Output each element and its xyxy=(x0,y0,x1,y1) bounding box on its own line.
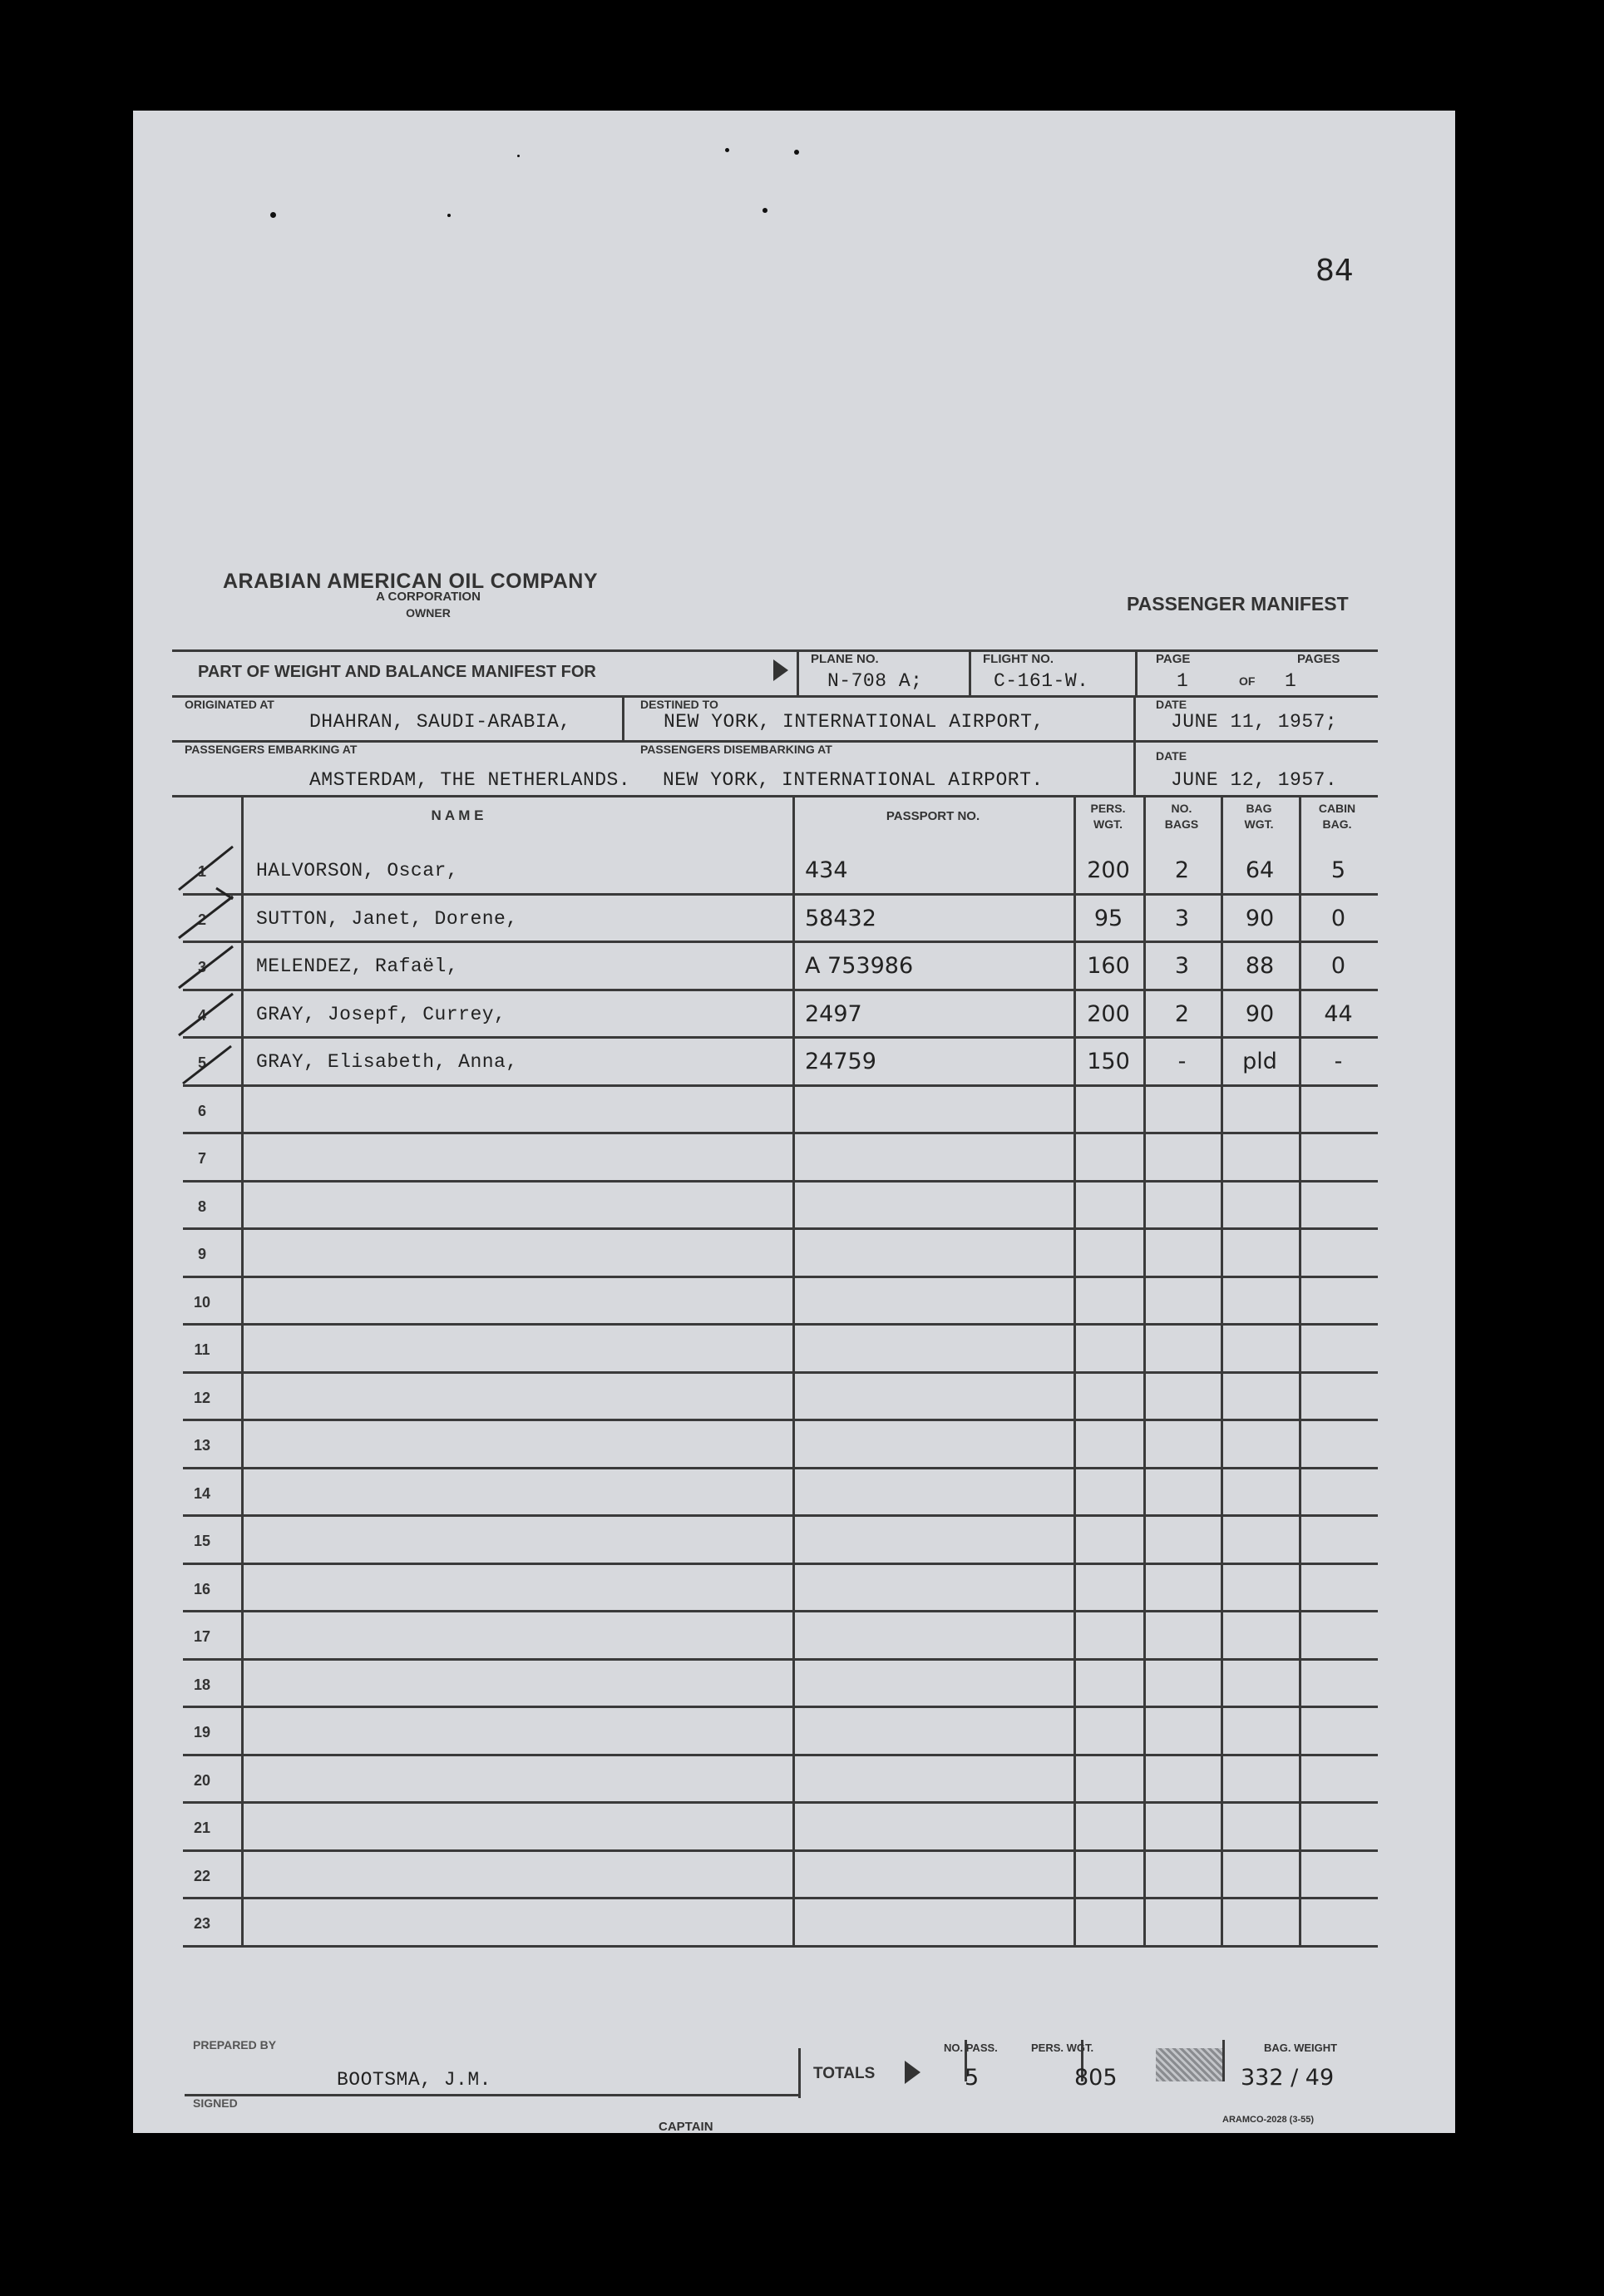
manifest-sheet xyxy=(133,111,1455,2133)
passenger-name: MELENDEZ, Rafaël, xyxy=(256,955,459,977)
arrow-right-icon xyxy=(905,2061,920,2084)
row-number: 17 xyxy=(193,1628,211,1645)
col-pers-header-1: PERS. xyxy=(1090,802,1126,815)
col-bags-header-2: BAGS xyxy=(1164,817,1199,831)
row-number: 23 xyxy=(193,1915,211,1932)
table-row xyxy=(133,1227,1455,1276)
row-number: 14 xyxy=(193,1484,211,1502)
row-number: 13 xyxy=(193,1437,211,1454)
table-row xyxy=(133,1467,1455,1515)
passport-no: 434 xyxy=(805,857,848,883)
form-code: ARAMCO-2028 (3-55) xyxy=(1222,2115,1315,2125)
passenger-name: GRAY, Josepf, Currey, xyxy=(256,1003,506,1025)
cabin-bag: 44 xyxy=(1324,1000,1353,1027)
row-number: 16 xyxy=(193,1580,211,1597)
table-row xyxy=(133,1801,1455,1849)
row-number: 6 xyxy=(197,1102,206,1119)
table-row xyxy=(133,1849,1455,1898)
passport-no: 24759 xyxy=(805,1049,876,1074)
cabin-bag: 5 xyxy=(1330,857,1346,883)
captain-label: CAPTAIN xyxy=(659,2120,713,2134)
col-pers-header-2: WGT. xyxy=(1093,817,1123,831)
plane-no-label: PLANE NO. xyxy=(811,652,879,666)
bag-weight-value: 332 / 49 xyxy=(1241,2065,1335,2091)
row-number: 1 xyxy=(197,863,206,880)
row-number: 19 xyxy=(193,1724,211,1741)
table-row xyxy=(133,1419,1455,1467)
bag-weight-label: BAG. WEIGHT xyxy=(1264,2042,1338,2054)
date-label-2: DATE xyxy=(1156,749,1187,763)
row-rule xyxy=(183,1945,1378,1948)
date-2-value: JUNE 12, 1957. xyxy=(1171,769,1338,791)
check-marks xyxy=(133,111,466,1108)
passport-no: 2497 xyxy=(805,1000,862,1027)
table-row xyxy=(133,1132,1455,1180)
table-row xyxy=(133,1754,1455,1802)
no-bags: - xyxy=(1177,1049,1187,1074)
bag-weight: 88 xyxy=(1245,953,1275,979)
cabin-bag: 0 xyxy=(1330,953,1346,979)
row-number: 18 xyxy=(193,1676,211,1693)
table-row xyxy=(133,1180,1455,1228)
col-bagwgt-header-1: BAG xyxy=(1246,802,1272,815)
company-sub1: A CORPORATION xyxy=(376,590,481,604)
row-number: 9 xyxy=(197,1246,206,1262)
bag-weight: 90 xyxy=(1245,1000,1275,1027)
col-cabin-header-1: CABIN xyxy=(1318,802,1356,815)
passenger-name: GRAY, Elisabeth, Anna, xyxy=(256,1051,518,1073)
passport-no: A 753986 xyxy=(805,953,914,979)
check-mark xyxy=(179,994,233,1035)
row-number: 20 xyxy=(193,1771,211,1789)
pages-value: 1 xyxy=(1285,670,1297,692)
pers-weight: 200 xyxy=(1087,857,1130,883)
prepared-value: BOOTSMA, J.M. xyxy=(337,2069,491,2091)
disembarking-value: NEW YORK, INTERNATIONAL AIRPORT. xyxy=(663,769,1044,791)
table-row xyxy=(133,1610,1455,1658)
row-number: 10 xyxy=(193,1293,211,1311)
no-bags: 3 xyxy=(1174,905,1190,931)
col-bagwgt-header-2: WGT. xyxy=(1244,817,1274,831)
no-bags: 2 xyxy=(1174,857,1190,883)
embarking-value: AMSTERDAM, THE NETHERLANDS. xyxy=(309,769,631,791)
page-number: 84 xyxy=(1315,254,1354,288)
signed-label: SIGNED xyxy=(193,2096,238,2110)
table-row xyxy=(133,1323,1455,1371)
plane-no-value: N-708 A; xyxy=(827,670,923,692)
col-passport-header: PASSPORT NO. xyxy=(886,809,980,823)
bag-weight: 64 xyxy=(1245,857,1275,883)
row-number: 2 xyxy=(197,911,206,928)
pers-weight: 150 xyxy=(1087,1049,1130,1074)
row-number: 3 xyxy=(197,959,206,975)
passport-no: 58432 xyxy=(805,905,876,931)
check-mark xyxy=(179,946,233,988)
totals-label: TOTALS xyxy=(813,2065,876,2082)
pers-weight: 95 xyxy=(1093,905,1123,931)
part-of-label: PART OF WEIGHT AND BALANCE MANIFEST FOR xyxy=(198,663,596,681)
row-number: 11 xyxy=(194,1341,210,1358)
company-sub2: OWNER xyxy=(406,606,451,620)
flight-no-label: FLIGHT NO. xyxy=(983,652,1054,666)
destined-value: NEW YORK, INTERNATIONAL AIRPORT, xyxy=(664,711,1044,733)
table-row xyxy=(133,1563,1455,1611)
passenger-name: HALVORSON, Oscar, xyxy=(256,860,459,881)
date-1-value: JUNE 11, 1957; xyxy=(1171,711,1338,733)
table-row xyxy=(133,1371,1455,1420)
row-number: 4 xyxy=(197,1006,206,1024)
row-number: 5 xyxy=(197,1054,206,1071)
cabin-bag: 0 xyxy=(1330,905,1346,931)
originated-label: ORIGINATED AT xyxy=(185,698,274,711)
stamp-box xyxy=(1156,2048,1222,2081)
col-cabin-header-2: BAG. xyxy=(1322,817,1352,831)
flight-no-value: C-161-W. xyxy=(994,670,1089,692)
no-pass-label: NO. PASS. xyxy=(944,2042,998,2054)
table-row xyxy=(133,1658,1455,1706)
col-bags-header-1: NO. xyxy=(1171,802,1192,815)
bag-weight: 90 xyxy=(1245,905,1275,931)
rule xyxy=(185,2094,800,2096)
rule xyxy=(798,2048,801,2098)
check-mark xyxy=(179,896,233,938)
col-name-header: N A M E xyxy=(431,807,484,823)
cabin-bag: - xyxy=(1334,1049,1343,1074)
date-label-1: DATE xyxy=(1156,698,1187,711)
pers-weight: 160 xyxy=(1087,953,1130,979)
no-bags: 2 xyxy=(1174,1000,1190,1027)
rule xyxy=(1222,2040,1225,2081)
passenger-name: SUTTON, Janet, Dorene, xyxy=(256,907,518,930)
of-label: OF xyxy=(1239,674,1256,688)
row-number: 12 xyxy=(193,1389,211,1406)
table-row xyxy=(133,1276,1455,1324)
bag-weight: pld xyxy=(1242,1049,1277,1074)
check-mark xyxy=(179,847,233,899)
originated-value: DHAHRAN, SAUDI-ARABIA, xyxy=(309,711,571,733)
pages-label: PAGES xyxy=(1297,652,1340,666)
no-bags: 3 xyxy=(1174,953,1190,979)
embarking-label: PASSENGERS EMBARKING AT xyxy=(185,743,358,756)
check-mark xyxy=(183,1046,231,1084)
row-number: 8 xyxy=(197,1197,206,1215)
destined-label: DESTINED TO xyxy=(640,698,718,711)
company-name: ARABIAN AMERICAN OIL COMPANY xyxy=(223,570,599,593)
page-label: PAGE xyxy=(1156,652,1191,666)
no-pass-value: 5 xyxy=(965,2065,980,2091)
row-number: 7 xyxy=(197,1150,206,1167)
table-row xyxy=(133,1706,1455,1754)
table-row xyxy=(133,1897,1455,1945)
pers-wgt-label: PERS. WGT. xyxy=(1031,2042,1094,2054)
pers-wgt-value: 805 xyxy=(1074,2065,1118,2091)
pers-weight: 200 xyxy=(1087,1000,1130,1027)
table-row xyxy=(133,1514,1455,1563)
disembarking-label: PASSENGERS DISEMBARKING AT xyxy=(640,743,832,756)
row-number: 22 xyxy=(193,1867,211,1884)
form-title: PASSENGER MANIFEST xyxy=(1127,593,1349,615)
page-value: 1 xyxy=(1177,670,1189,692)
prepared-label: PREPARED BY xyxy=(193,2038,277,2052)
row-number: 15 xyxy=(193,1533,211,1549)
row-number: 21 xyxy=(193,1820,211,1836)
